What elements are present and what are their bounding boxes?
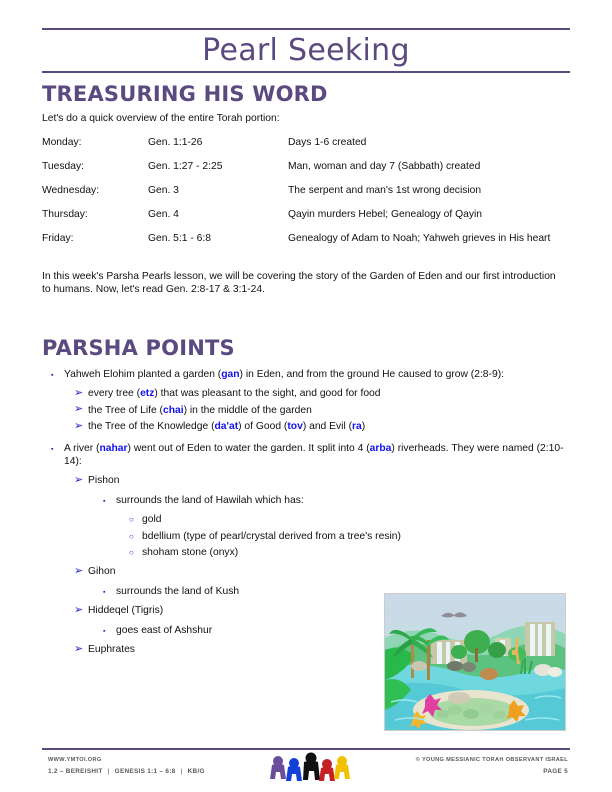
hebrew-term: gan — [221, 369, 240, 380]
hebrew-term: etz — [140, 388, 155, 400]
schedule-day: Tuesday: — [42, 161, 84, 172]
table-row — [42, 232, 567, 256]
schedule-description: The serpent and man's 1st wrong decision — [288, 185, 482, 196]
arrow-bullet-icon: ➢ — [74, 564, 84, 577]
schedule-day: Friday: — [42, 233, 74, 244]
arrow-bullet-icon: ➢ — [74, 603, 84, 616]
circle-bullet-icon: ○ — [129, 515, 134, 525]
point-text-part: ) that was pleasant to the sight, and good for food — [154, 388, 381, 400]
river-detail: surrounds the land of Hawilah which has: — [116, 494, 304, 506]
list-item — [42, 404, 570, 417]
point-text-part: the Tree of the Knowledge ( — [88, 421, 215, 433]
garden-of-eden-illustration — [384, 593, 566, 731]
weekly-lesson-paragraph: In this week's Parsha Pearls lesson, we will be covering the story of the Garden of Eden and our first introduction to humans. Now, let's read Gen. 2:8-17 & 3:1-24. — [42, 271, 556, 295]
table-row — [42, 208, 567, 232]
page-title: Pearl Seeking — [202, 33, 410, 68]
footer-lesson-number: 1.2 – BEREISHIT — [48, 768, 103, 775]
schedule-reference: Gen. 4 — [148, 209, 179, 220]
footer-initials: KB/G — [187, 768, 205, 775]
footer-page-number: PAGE 5 — [543, 768, 568, 775]
list-item — [42, 494, 570, 507]
table-row — [42, 136, 567, 160]
section-heading-treasuring: TREASURING HIS WORD — [42, 82, 328, 106]
river-name: Hiddeqel (Tigris) — [88, 605, 164, 617]
point-text-part: ) in the middle of the garden — [183, 404, 312, 416]
river-detail: goes east of Ashshur — [116, 624, 213, 636]
schedule-reference: Gen. 5:1 - 6:8 — [148, 233, 211, 244]
list-item — [42, 565, 570, 578]
point-text-part: the Tree of Life ( — [88, 404, 163, 416]
list-item — [42, 420, 570, 433]
schedule-description: Genealogy of Adam to Noah; Yahweh grieves in His heart — [288, 233, 551, 244]
schedule-day: Thursday: — [42, 209, 88, 220]
list-item — [42, 513, 570, 526]
point-text-part: ) and Evil ( — [302, 421, 353, 433]
footer-right-block — [416, 756, 568, 777]
river-name: Pishon — [88, 475, 120, 487]
square-bullet-icon: ▪ — [103, 497, 106, 505]
hebrew-term: chai — [162, 404, 184, 416]
table-row — [42, 184, 567, 208]
river-name: Euphrates — [88, 644, 135, 656]
footer-passage: GENESIS 1:1 – 6:8 — [114, 768, 176, 775]
section-heading-parsha-points: PARSHA POINTS — [42, 336, 235, 360]
logo-figures-icon — [268, 752, 352, 786]
point-text-part: ) — [361, 421, 366, 433]
arrow-bullet-icon: ➢ — [74, 642, 84, 655]
circle-bullet-icon: ○ — [129, 548, 134, 558]
point-text-part: ) riverheads. They were named (2:10-14): — [64, 442, 564, 468]
list-item — [42, 530, 570, 543]
list-item — [42, 442, 570, 469]
schedule-body — [42, 136, 567, 256]
footer-separator: | — [107, 768, 110, 775]
river-detail: surrounds the land of Kush — [116, 585, 240, 597]
river-name: Gihon — [88, 566, 116, 578]
point-text-part: ) in Eden, and from the ground He caused to grow (2:8-9): — [239, 369, 504, 380]
arrow-bullet-icon: ➢ — [74, 403, 84, 416]
footer-divider — [42, 748, 570, 750]
square-bullet-icon: ▪ — [103, 588, 106, 596]
header-rule-bottom — [42, 71, 570, 73]
torah-portion-schedule-table — [42, 136, 567, 256]
point-text-part: ) went out of Eden to water the garden. It split into 4 ( — [127, 442, 370, 454]
footer-copyright: © YOUNG MESSIANIC TORAH OBSERVANT ISRAEL — [415, 757, 568, 763]
arrow-bullet-icon: ➢ — [74, 473, 84, 486]
schedule-reference: Gen. 1:27 - 2:25 — [148, 161, 223, 172]
point-text-part: ) of Good ( — [238, 421, 288, 433]
point-text-part: Yahweh Elohim planted a garden ( — [64, 369, 222, 380]
hebrew-term: da'at — [214, 421, 239, 433]
arrow-bullet-icon: ➢ — [74, 386, 84, 399]
schedule-day: Wednesday: — [42, 185, 100, 196]
schedule-description: Days 1-6 created — [288, 137, 367, 148]
square-bullet-icon: ▪ — [103, 627, 106, 635]
illustration-graphic — [385, 594, 565, 730]
list-item — [42, 546, 570, 559]
square-bullet-icon: ▪ — [51, 372, 54, 379]
point-text-part: every tree ( — [88, 388, 141, 400]
schedule-reference: Gen. 1:1-26 — [148, 137, 203, 148]
list-item — [42, 474, 570, 487]
table-row — [42, 160, 567, 184]
footer-website-url[interactable]: WWW.YMTOI.ORG — [48, 757, 102, 763]
treasuring-intro-text: Let's do a quick overview of the entire Torah portion: — [42, 113, 280, 124]
point-text-part: A river ( — [64, 442, 100, 454]
document-header — [42, 28, 570, 73]
list-item — [42, 387, 570, 400]
arrow-bullet-icon: ➢ — [74, 419, 84, 432]
ymtoi-logo — [268, 752, 352, 786]
hebrew-term: tov — [287, 421, 303, 433]
river-resource: shoham stone (onyx) — [142, 547, 239, 559]
schedule-reference: Gen. 3 — [148, 185, 179, 196]
circle-bullet-icon: ○ — [129, 531, 134, 541]
river-resource: bdellium (type of pearl/crystal derived from a tree's resin) — [142, 530, 401, 542]
hebrew-term: arba — [369, 442, 392, 454]
footer-separator: | — [180, 768, 183, 775]
header-rule-top — [42, 28, 570, 30]
footer-left-block — [48, 756, 205, 777]
schedule-description: Man, woman and day 7 (Sabbath) created — [288, 161, 481, 172]
schedule-day: Monday: — [42, 137, 82, 148]
river-resource: gold — [142, 514, 162, 526]
square-bullet-icon: ▪ — [51, 445, 54, 453]
list-item — [42, 368, 570, 381]
footer-lesson-meta — [48, 766, 205, 777]
hebrew-term: ra — [352, 421, 362, 433]
hebrew-term: nahar — [99, 442, 128, 454]
schedule-description: Qayin murders Hebel; Genealogy of Qayin — [288, 209, 483, 220]
